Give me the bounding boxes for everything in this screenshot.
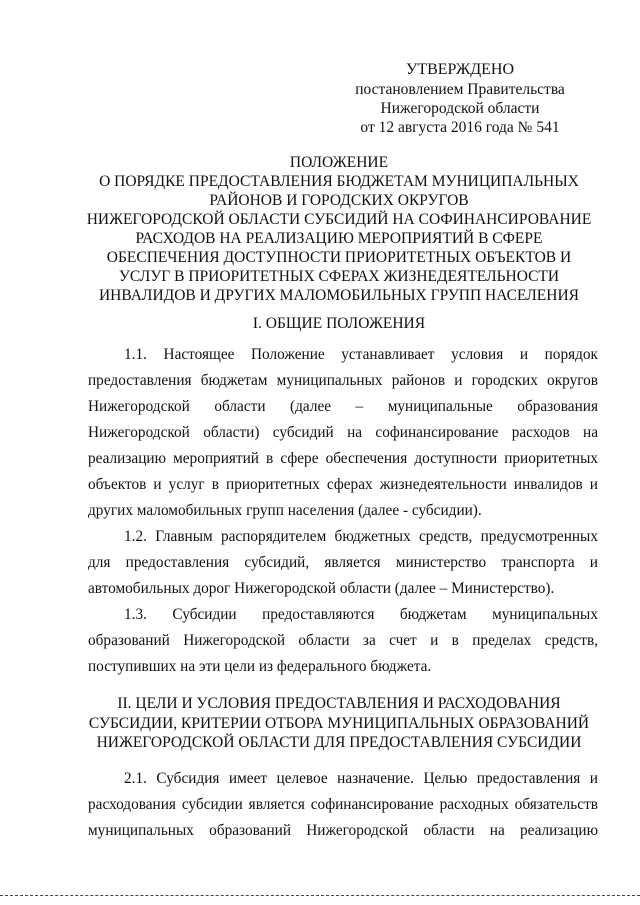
paragraph-1-3 — [88, 602, 598, 680]
paragraph-line: 1.2. Главным распорядителем бюджетных средств, предусмотренных — [124, 528, 598, 545]
approval-line-1: постановлением Правительства — [355, 81, 565, 98]
paragraph-line: 2.1. Субсидия имеет целевое назначение. Целью предоставления и — [124, 770, 598, 787]
title-line: РАСХОДОВ НА РЕАЛИЗАЦИЮ МЕРОПРИЯТИЙ В СФЕРЕ — [135, 230, 543, 247]
title-line: УСЛУГ В ПРИОРИТЕТНЫХ СФЕРАХ ЖИЗНЕДЕЯТЕЛЬНОСТИ — [118, 268, 560, 285]
section-1-heading — [66, 314, 612, 334]
approval-line-3: от 12 августа 2016 года № 541 — [360, 119, 560, 136]
approval-line-2: Нижегородской области — [380, 100, 540, 117]
title-line: ПОЛОЖЕНИЕ — [289, 154, 389, 171]
paragraph-line: предоставления бюджетам муниципальных районов и городских округов — [88, 372, 598, 389]
paragraph-line: реализацию мероприятий в сфере обеспечения доступности приоритетных — [88, 450, 598, 467]
paragraph-line: автомобильных дорог Нижегородской области (далее – Министерство). — [88, 580, 555, 597]
title-line: О ПОРЯДКЕ ПРЕДОСТАВЛЕНИЯ БЮДЖЕТАМ МУНИЦИПАЛЬНЫХ — [99, 173, 579, 190]
paragraph-line: объектов и услуг в приоритетных сферах жизнедеятельности инвалидов и — [88, 476, 598, 493]
paragraph-line: образований Нижегородской области за счет и в пределах средств, — [88, 632, 598, 649]
paragraph-line: других маломобильных групп населения (далее - субсидии). — [88, 502, 482, 519]
section-2-heading — [66, 694, 612, 753]
paragraph-line: 1.1. Настоящее Положение устанавливает условия и порядок — [124, 346, 598, 363]
approval-heading: УТВЕРЖДЕНО — [405, 61, 514, 78]
section-2-heading-line: II. ЦЕЛИ И УСЛОВИЯ ПРЕДОСТАВЛЕНИЯ И РАСХОДОВАНИЯ — [117, 695, 561, 712]
paragraph-line: муниципальных образований Нижегородской области на реализацию — [88, 822, 598, 839]
section-1-heading-text: I. ОБЩИЕ ПОЛОЖЕНИЯ — [252, 315, 426, 332]
paragraph-line: Нижегородской области) субсидий на софинансирование расходов на — [88, 424, 598, 441]
title-line: НИЖЕГОРОДСКОЙ ОБЛАСТИ СУБСИДИЙ НА СОФИНАНСИРОВАНИЕ — [86, 211, 592, 228]
document-title — [66, 153, 612, 305]
page-bottom-rule — [0, 895, 640, 896]
paragraph-line: поступивших на эти цели из федерального бюджета. — [88, 658, 432, 675]
section-2-heading-line: СУБСИДИИ, КРИТЕРИИ ОТБОРА МУНИЦИПАЛЬНЫХ ОБРАЗОВАНИЙ — [88, 714, 590, 732]
approval-stamp — [300, 60, 620, 137]
paragraph-1-2 — [88, 524, 598, 602]
paragraph-line: Нижегородской области (далее – муниципальные образования — [88, 398, 598, 415]
paragraph-2-1 — [88, 766, 598, 844]
section-2-heading-line: НИЖЕГОРОДСКОЙ ОБЛАСТИ ДЛЯ ПРЕДОСТАВЛЕНИЯ СУБСИДИИ — [96, 734, 582, 751]
paragraph-line: 1.3. Субсидии предоставляются бюджетам муниципальных — [124, 606, 598, 623]
title-line: ОБЕСПЕЧЕНИЯ ДОСТУПНОСТИ ПРИОРИТЕТНЫХ ОБЪЕКТОВ И — [106, 249, 572, 266]
paragraph-line: расходования субсидии является софинансирование расходных обязательств — [88, 796, 598, 813]
paragraph-1-1 — [88, 342, 598, 524]
title-line: ИНВАЛИДОВ И ДРУГИХ МАЛОМОБИЛЬНЫХ ГРУПП НАСЕЛЕНИЯ — [98, 287, 579, 304]
title-line: РАЙОНОВ И ГОРОДСКИХ ОКРУГОВ — [209, 192, 469, 209]
paragraph-line: для предоставления субсидий, является министерство транспорта и — [88, 554, 598, 571]
